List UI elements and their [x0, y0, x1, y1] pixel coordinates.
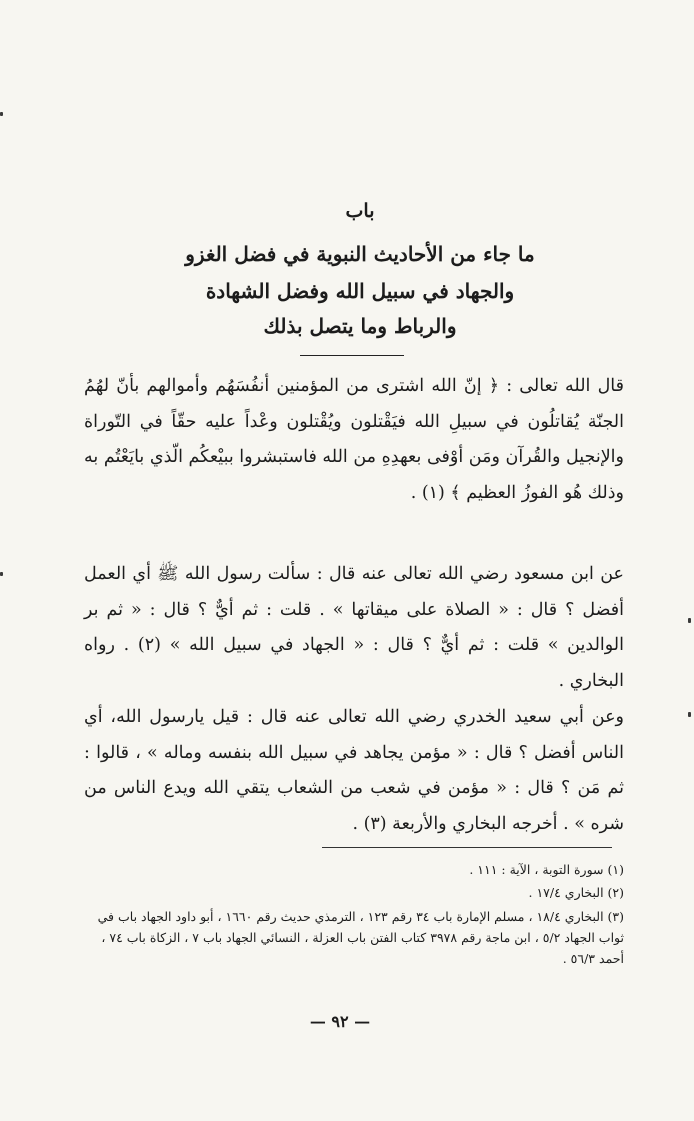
page-number: — ٩٢ — — [309, 1012, 371, 1031]
chapter-label: باب — [345, 200, 375, 222]
scan-speck — [0, 112, 3, 116]
chapter-title-line-2: والجهاد في سبيل الله وفضل الشهادة — [205, 279, 515, 303]
quran-verse-paragraph: قال الله تعالى : ﴿ إنّ الله اشترى من المؤمنين أنفُسَهُم وأموالهم بأنّ لهُمُ الجنّة يُقاتلُون في سبيلِ الله فيَقْتلون ويُقْتلون وعْداً عليه حقّاً في التّوراة والإنجيل والقُرآن ومَن أوْفى بعهدِهِ من الله فاستبشروا ببيْعكُم الّذي بايَعْتُم به وذلك هُو الفوزُ العظيم ﴾ (١) . — [84, 376, 624, 503]
footnote-divider — [322, 847, 612, 848]
hadith-abu-said-paragraph: وعن أبي سعيد الخدري رضي الله تعالى عنه قال : قيل يارسول الله، أي الناس أفضل ؟ قال : « مؤمن يجاهد في سبيل الله بنفسه وماله » ، قالوا : ثم مَن ؟ قال : « مؤمن في شعب من الشعاب يتقي الله ويدع الناس من شره » . أخرجه البخاري والأربعة (٣) . — [84, 707, 624, 834]
footnote-2: (٢) البخاري ١٧/٤ . — [528, 885, 624, 900]
footnote-1: (١) سورة التوبة ، الآية : ١١١ . — [469, 862, 624, 877]
scan-speck — [688, 618, 691, 623]
title-divider — [300, 355, 404, 356]
chapter-title-line-1: ما جاء من الأحاديث النبوية في فضل الغزو — [185, 242, 535, 266]
scan-speck — [0, 572, 3, 576]
chapter-title-line-3: والرباط وما يتصل بذلك — [263, 314, 457, 338]
scan-speck — [688, 712, 691, 717]
footnote-3: (٣) البخاري ١٨/٤ ، مسلم الإمارة باب ٣٤ رقم ١٢٣ ، الترمذي حديث رقم ١٦٦٠ ، أبو داود الجهاد باب في ثواب الجهاد ٥/٢ ، ابن ماجة رقم ٣٩٧٨ كتاب الفتن باب العزلة ، النسائي الجهاد باب ٧ ، الزكاة باب ٧٤ ، أحمد ٥٦/٣ . — [97, 909, 624, 966]
hadith-ibn-masud-paragraph: عن ابن مسعود رضي الله تعالى عنه قال : سألت رسول الله ﷺ أي العمل أفضل ؟ قال : « الصلاة على ميقاتها » . قلت : ثم أيٌّ ؟ قال : « ثم بر الوالدين » قلت : ثم أيٌّ ؟ قال : « الجهاد في سبيل الله » (٢) . رواه البخاري . — [84, 564, 624, 691]
